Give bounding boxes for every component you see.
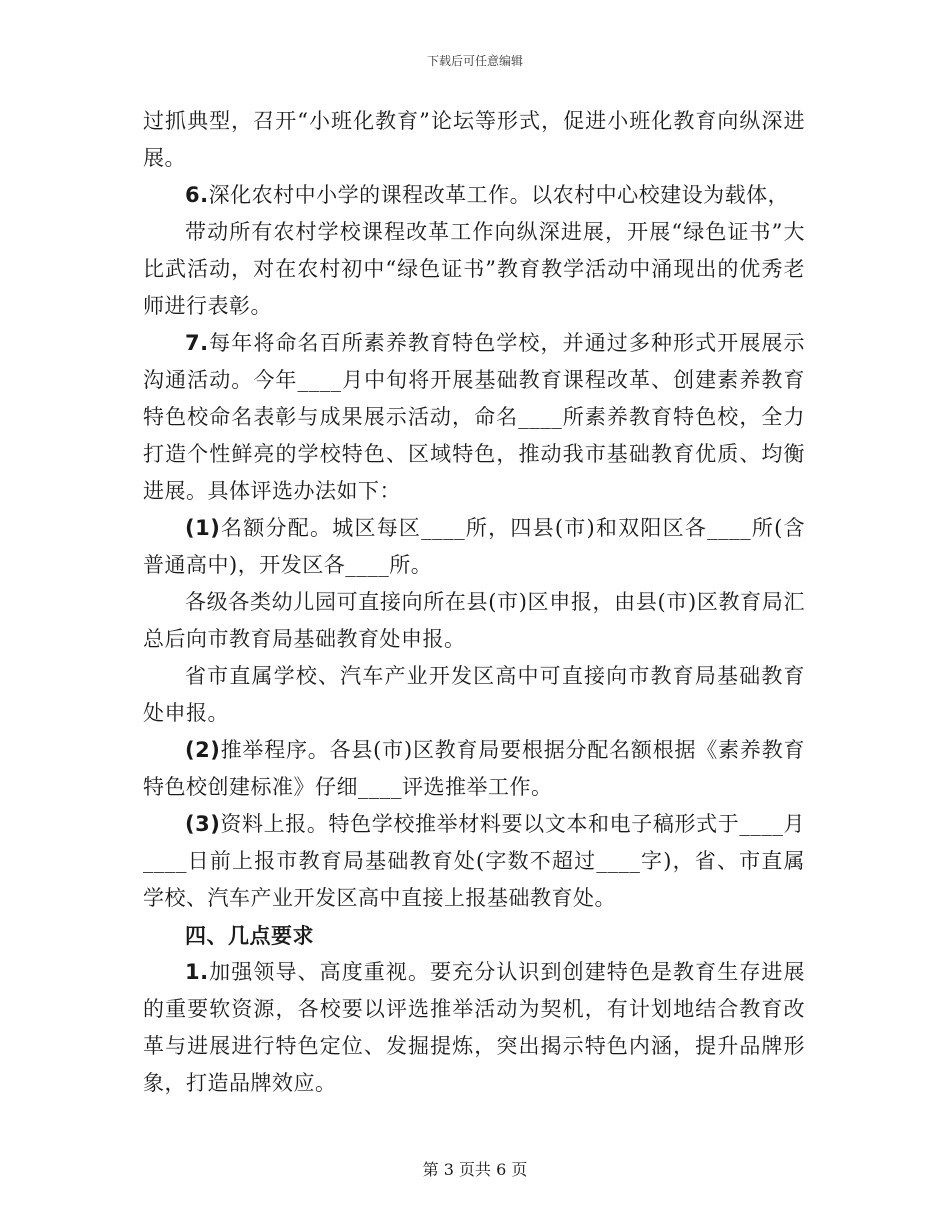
paragraph-requirement-1 (143, 954, 805, 1102)
item-number: 7. (185, 331, 209, 355)
section-heading (143, 917, 805, 954)
paragraph-text: 加强领导、高度重视。要充分认识到创建特色是教育生存进展的重要软资源，各校要以评选推举活动为契机，有计划地结合教育改革与进展进行特色定位、发掘提炼，突出揭示特色内涵，提升品牌形象，打造品牌效应。 (143, 960, 805, 1095)
paragraph-continued (143, 103, 805, 177)
paragraph-item-6-continued (143, 214, 805, 325)
paragraph-item-6 (143, 177, 805, 214)
paragraph-text: 省市直属学校、汽车产业开发区高中可直接向市教育局基础教育处申报。 (143, 664, 805, 725)
paragraph-subitem-1 (143, 510, 805, 584)
paragraph-text: 深化农村中小学的课程改革工作。以农村中心校建设为载体， (208, 183, 790, 207)
page-header: 下载后可任意编辑 (426, 54, 523, 68)
paragraph-text: 带动所有农村学校课程改革工作向纵深进展，开展“绿色证书”大比武活动，对在农村初中“绿色证书”教育教学活动中涌现出的优秀老师进行表彰。 (143, 220, 805, 318)
paragraph-item-7 (143, 325, 805, 510)
paragraph-subitem-3 (143, 806, 805, 917)
item-number: (1) (185, 516, 221, 540)
paragraph-direct-schools (143, 658, 805, 732)
item-number: (2) (185, 738, 221, 762)
heading-text: 四、几点要求 (185, 923, 314, 948)
document-body (143, 103, 805, 1102)
page-footer: 第 3 页共 6 页 (422, 1160, 528, 1179)
paragraph-text: 每年将命名百所素养教育特色学校，并通过多种形式开展展示沟通活动。今年____月中旬将开展基础教育课程改革、创建素养教育特色校命名表彰与成果展示活动，命名____所素养教育特色校，全力打造个性鲜亮的学校特色、区域特色，推动我市基础教育优质、均衡进展。具体评选办法如下： (143, 331, 805, 503)
item-number: 1. (185, 960, 209, 984)
paragraph-text: 过抓典型，召开“小班化教育”论坛等形式，促进小班化教育向纵深进展。 (143, 109, 805, 170)
paragraph-text: 各级各类幼儿园可直接向所在县(市)区申报，由县(市)区教育局汇总后向市教育局基础教育处申报。 (143, 590, 805, 651)
paragraph-text: 名额分配。城区每区____所，四县(市)和双阳区各____所(含普通高中)，开发区各____所。 (143, 516, 805, 577)
item-number: (3) (185, 812, 221, 836)
paragraph-text: 推举程序。各县(市)区教育局要根据分配名额根据《素养教育特色校创建标准》仔细____评选推举工作。 (143, 738, 805, 799)
paragraph-kindergarten (143, 584, 805, 658)
paragraph-subitem-2 (143, 732, 805, 806)
paragraph-text: 资料上报。特色学校推举材料要以文本和电子稿形式于____月____日前上报市教育局基础教育处(字数不超过____字)，省、市直属学校、汽车产业开发区高中直接上报基础教育处。 (143, 812, 805, 910)
item-number: 6. (185, 183, 209, 207)
